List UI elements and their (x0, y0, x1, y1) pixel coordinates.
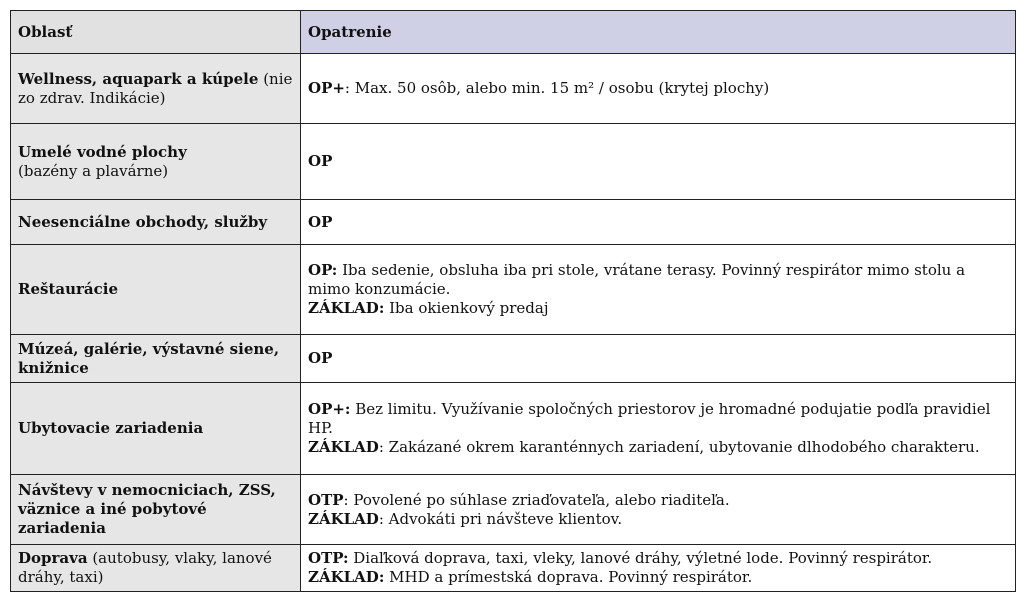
header-measure: Opatrenie (301, 11, 1016, 54)
table-header-row (11, 11, 1016, 54)
measure-cell (301, 54, 1016, 124)
area-cell (11, 475, 301, 545)
area-cell (11, 545, 301, 592)
measure-cell (301, 383, 1016, 475)
measure-cell (301, 475, 1016, 545)
area-cell (11, 383, 301, 475)
measure-text: : Povolené po súhlase zriaďovateľa, alebo riaditeľa. (343, 490, 730, 509)
measures-table (10, 10, 1016, 592)
measure-text: Bez limitu. Využívanie spoločných priestorov je hromadné podujatie podľa pravidiel HP. (308, 400, 991, 437)
area-cell (11, 54, 301, 124)
measure-text: MHD a prímestská doprava. Povinný respirátor. (384, 568, 753, 586)
measure-cell (301, 200, 1016, 245)
area-name: Múzeá, galérie, výstavné siene, knižnice (18, 339, 280, 377)
table-row (11, 545, 1016, 592)
area-cell (11, 124, 301, 200)
measure-cell (301, 245, 1016, 335)
measure-cell (301, 335, 1016, 383)
area-name: Ubytovacie zariadenia (18, 419, 204, 437)
area-name: Doprava (18, 549, 88, 567)
measure-level: OP (308, 152, 333, 170)
measure-level: OTP (308, 490, 344, 509)
table-row (11, 200, 1016, 245)
measure-level: ZÁKLAD (308, 509, 379, 528)
measure-level: OTP: (308, 549, 349, 567)
table-row (11, 335, 1016, 383)
area-cell (11, 200, 301, 245)
measure-level: ZÁKLAD (308, 438, 379, 456)
measure-text: : Zakázané okrem karanténnych zariadení, ubytovanie dlhodobého charakteru. (378, 438, 980, 456)
measure-level: ZÁKLAD: (308, 299, 385, 317)
area-cell (11, 335, 301, 383)
measure-text: : Advokáti pri návšteve klientov. (378, 509, 623, 528)
table-row (11, 124, 1016, 200)
measure-level: OP+: (308, 400, 351, 418)
header-area: Oblasť (11, 11, 301, 54)
area-name: Návštevy v nemocniciach, ZSS, väznice a iné pobytové zariadenia (18, 481, 276, 537)
area-note: (bazény a plavárne) (18, 161, 169, 180)
measure-text: Diaľková doprava, taxi, vleky, lanové dráhy, výletné lode. Povinný respirátor. (348, 549, 933, 567)
area-note: (nie zo zdrav. Indikácie) (18, 69, 293, 107)
measure-level: ZÁKLAD: (308, 568, 385, 586)
measure-text: Iba sedenie, obsluha iba pri stole, vrátane terasy. Povinný respirátor mimo stolu a mimo konzumácie. (308, 261, 966, 298)
measure-text: : Max. 50 osôb, alebo min. 15 m² / osobu (krytej plochy) (344, 79, 770, 97)
table-row (11, 475, 1016, 545)
area-name: Neesenciálne obchody, služby (18, 212, 268, 231)
measure-level: OP (308, 212, 333, 231)
measure-level: OP (308, 349, 333, 367)
area-name: Reštaurácie (18, 280, 119, 298)
area-cell (11, 245, 301, 335)
table-row (11, 245, 1016, 335)
measure-cell (301, 124, 1016, 200)
table-row (11, 54, 1016, 124)
area-name: Wellness, aquapark a kúpele (18, 69, 259, 88)
table-row (11, 383, 1016, 475)
measure-cell (301, 545, 1016, 592)
measure-level: OP: (308, 261, 338, 279)
area-name: Umelé vodné plochy (18, 142, 187, 161)
measure-text: Iba okienkový predaj (384, 299, 549, 317)
measure-level: OP+ (308, 79, 345, 97)
area-note: (autobusy, vlaky, lanové dráhy, taxi) (18, 549, 272, 586)
